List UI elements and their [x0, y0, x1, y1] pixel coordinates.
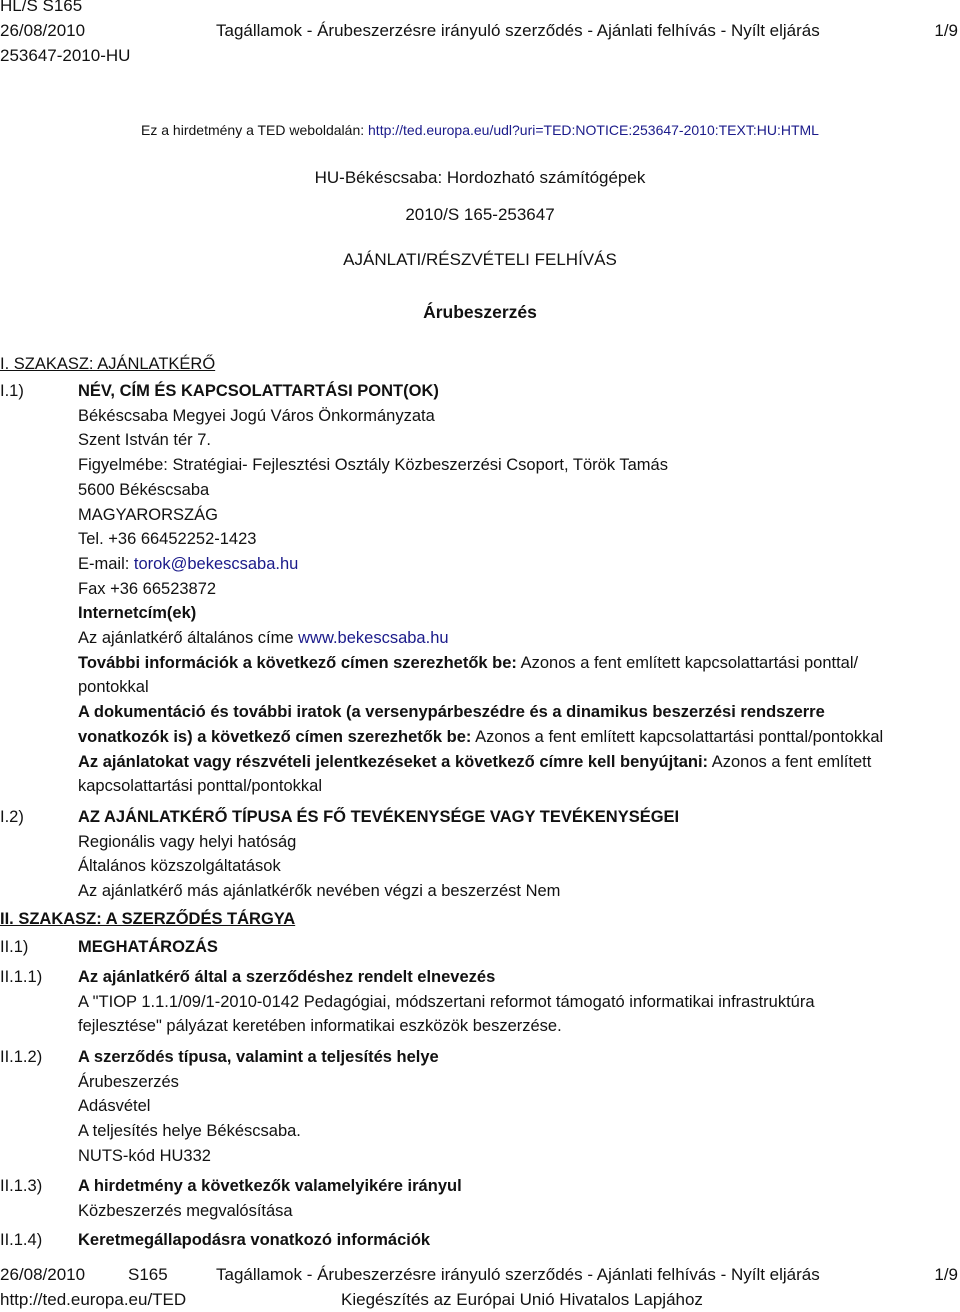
docs-text: Azonos a fent említett kapcsolattartási ponttal/pontokkal: [471, 727, 884, 746]
notice-involves: Közbeszerzés megvalósítása: [78, 1201, 293, 1220]
footer-url[interactable]: http://ted.europa.eu/TED: [0, 1290, 187, 1309]
section-ii14-label: II.1.4): [0, 1231, 43, 1249]
header-date: 26/08/2010: [0, 21, 86, 40]
submit-line: [78, 750, 883, 775]
header-page: 1/9: [934, 21, 958, 40]
contract-name-1: A "TIOP 1.1.1/09/1-2010-0142 Pedagógiai, módszertani reformot támogató informatikai infrastruktúra: [78, 992, 815, 1011]
section-ii13-content: [78, 1174, 462, 1223]
nuts-code: NUTS-kód HU332: [78, 1146, 211, 1165]
notice-number: 2010/S 165-253647: [405, 205, 555, 224]
footer-date: 26/08/2010: [0, 1265, 86, 1284]
ted-link[interactable]: http://ted.europa.eu/udl?uri=TED:NOTICE:253647-2010:TEXT:HU:HTML: [368, 122, 819, 138]
web-link[interactable]: www.bekescsaba.hu: [298, 629, 449, 648]
section-ii11-label: II.1.1): [0, 968, 43, 986]
contract-type: Árubeszerzés: [78, 1072, 179, 1091]
section-i1-title: NÉV, CÍM ÉS KAPCSOLATTARTÁSI PONT(OK): [78, 382, 439, 400]
submit-line-2: kapcsolattartási ponttal/pontokkal: [78, 777, 322, 796]
section-i1-label: I.1): [0, 382, 24, 400]
web-line: [78, 626, 883, 651]
contract-name-2: fejlesztése" pályázat keretében informatikai eszközök beszerzése.: [78, 1017, 562, 1036]
web-label: Az ajánlatkérő általános címe: [78, 629, 299, 648]
org-tel: Tel. +36 66452252-1423: [78, 530, 257, 549]
submit-text: Azonos a fent említett: [708, 752, 872, 771]
header-title: Tagállamok - Árubeszerzésre irányuló szerződés - Ajánlati felhívás - Nyílt eljárás: [216, 21, 820, 40]
info-line-2: pontokkal: [78, 678, 149, 697]
footer-page: 1/9: [934, 1265, 958, 1284]
info-bold: További információk a következő címen szerezhetők be:: [78, 653, 517, 672]
section-ii1-title: MEGHATÁROZÁS: [78, 938, 218, 956]
org-attention: Figyelmébe: Stratégiai- Fejlesztési Osztály Közbeszerzési Csoport, Török Tamás: [78, 456, 668, 475]
info-line: [78, 651, 883, 676]
section-i2-title: AZ AJÁNLATKÉRŐ TÍPUSA ÉS FŐ TEVÉKENYSÉGE VAGY TEVÉKENYSÉGEI: [78, 808, 680, 826]
notice-category: Árubeszerzés: [423, 302, 537, 322]
notice-type: AJÁNLATI/RÉSZVÉTELI FELHÍVÁS: [343, 250, 617, 269]
section-ii13-label: II.1.3): [0, 1177, 43, 1195]
docs-bold-1: A dokumentáció és további iratok (a versenypárbeszédre és a dinamikus beszerzési rendszerre: [78, 703, 825, 722]
main-activity: Általános közszolgáltatások: [78, 857, 281, 876]
section-ii1-label: II.1): [0, 938, 29, 956]
section-i2-content: [78, 805, 679, 904]
docs-bold-2: vonatkozók is) a következő címen szerezhetők be:: [78, 727, 472, 746]
section-ii14-title: Keretmegállapodásra vonatkozó információk: [78, 1231, 431, 1249]
header-id: 253647-2010-HU: [0, 46, 131, 65]
docs-line-2: [78, 725, 883, 750]
footer-supplement: Kiegészítés az Európai Unió Hivatalos Lapjához: [341, 1290, 703, 1309]
org-name: Békéscsaba Megyei Jogú Város Önkormányzata: [78, 406, 435, 425]
authority-type: Regionális vagy helyi hatóság: [78, 832, 297, 851]
internet-title: Internetcím(ek): [78, 604, 197, 623]
delivery-place: A teljesítés helye Békéscsaba.: [78, 1122, 301, 1141]
footer-title: Tagállamok - Árubeszerzésre irányuló szerződés - Ajánlati felhívás - Nyílt eljárás: [216, 1265, 820, 1284]
section-i1-content: [78, 379, 883, 799]
header-code: HL/S S165: [0, 0, 83, 15]
notice-heading: HU-Békéscsaba: Hordozható számítógépek: [314, 168, 646, 187]
section-ii12-label: II.1.2): [0, 1048, 43, 1066]
footer-code: S165: [128, 1265, 168, 1284]
contract-subtype: Adásvétel: [78, 1097, 151, 1116]
section-2-title: II. SZAKASZ: A SZERZŐDÉS TÁRGYA: [0, 910, 296, 928]
ted-link-line: [0, 122, 960, 138]
org-city: 5600 Békéscsaba: [78, 480, 210, 499]
section-ii12-content: [78, 1045, 439, 1169]
org-email-line: [78, 552, 883, 577]
ted-link-prefix: Ez a hirdetmény a TED weboldalán:: [141, 122, 369, 138]
email-label: E-mail:: [78, 554, 134, 573]
section-1-title: I. SZAKASZ: AJÁNLATKÉRŐ: [0, 355, 216, 373]
submit-bold: Az ajánlatokat vagy részvételi jelentkezéseket a következő címre kell benyújtani:: [78, 752, 709, 771]
org-country: MAGYARORSZÁG: [78, 505, 218, 524]
section-ii13-title: A hirdetmény a következők valamelyikére irányul: [78, 1177, 462, 1195]
section-ii11-title: Az ajánlatkérő által a szerződéshez rendelt elnevezés: [78, 968, 496, 986]
section-ii11-content: [78, 965, 815, 1039]
email-link[interactable]: torok@bekescsaba.hu: [133, 554, 299, 573]
info-text: Azonos a fent említett kapcsolattartási ponttal/: [516, 653, 859, 672]
org-street: Szent István tér 7.: [78, 431, 211, 450]
section-ii12-title: A szerződés típusa, valamint a teljesítés helye: [78, 1048, 439, 1066]
org-fax: Fax +36 66523872: [78, 579, 217, 598]
behalf-line: Az ajánlatkérő más ajánlatkérők nevében végzi a beszerzést Nem: [78, 882, 561, 901]
section-i2-label: I.2): [0, 808, 24, 826]
